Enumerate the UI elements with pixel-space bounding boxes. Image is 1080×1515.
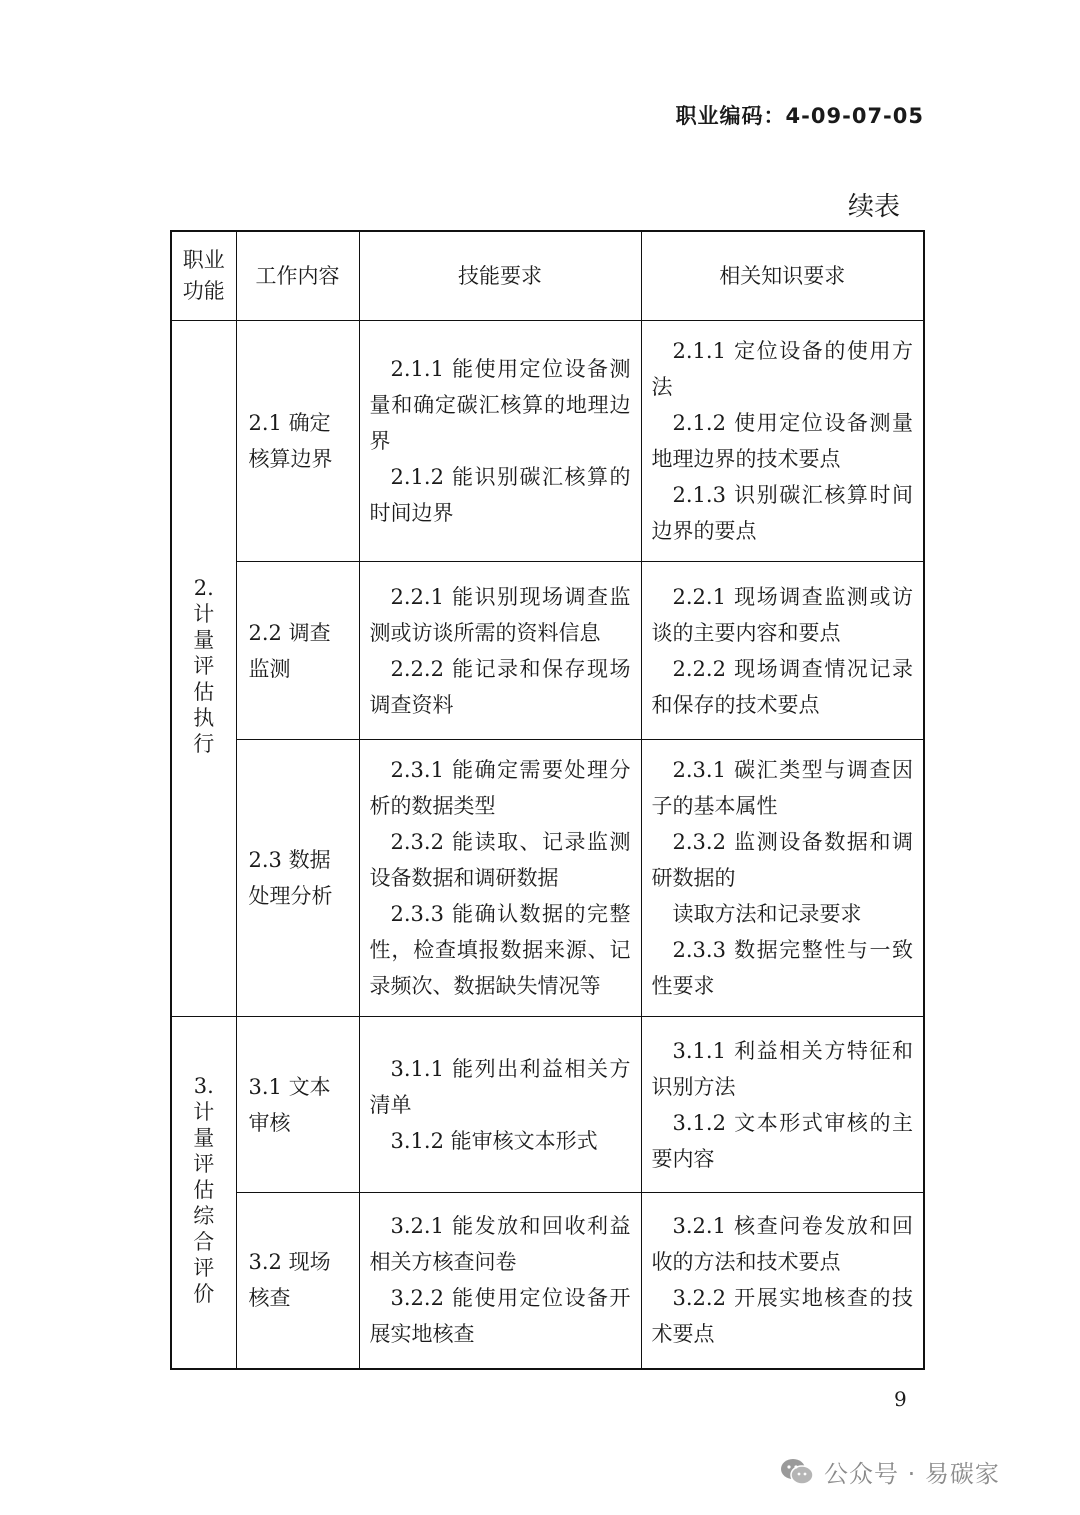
- function-label: 3.计量评估综合评价: [193, 1073, 215, 1306]
- table-header-row: [171, 231, 924, 321]
- function-cell: [171, 321, 236, 1017]
- skills-cell: [359, 740, 641, 1017]
- knowledge-item: 3.2.1 核查问卷发放和回收的方法和技术要点: [651, 1214, 913, 1275]
- knowledge-item: 2.3.1 碳汇类型与调查因子的基本属性: [651, 758, 913, 818]
- knowledge-cell: [641, 321, 924, 562]
- work-content-cell: 3.1 文本审核: [236, 1017, 359, 1193]
- knowledge-item: 2.3.3 数据完整性与一致性要求: [651, 938, 913, 998]
- work-content-cell: 2.1 确定核算边界: [236, 321, 359, 562]
- knowledge-item: 2.2.1 现场调查监测或访谈的主要内容和要点: [651, 584, 913, 645]
- skill-item: 2.3.1 能确定需要处理分析的数据类型: [369, 758, 631, 818]
- table-row: [171, 740, 924, 1017]
- watermark-text: 公众号 · 易碳家: [824, 1460, 1000, 1488]
- knowledge-item: 2.1.2 使用定位设备测量地理边界的技术要点: [651, 411, 913, 471]
- skill-item: 3.1.2 能审核文本形式: [390, 1128, 598, 1153]
- work-content-cell: 2.3 数据处理分析: [236, 740, 359, 1017]
- table-row: [171, 562, 924, 740]
- wechat-icon: [780, 1457, 814, 1487]
- continued-label: 续表: [847, 192, 900, 222]
- knowledge-item: 读取方法和记录要求: [672, 902, 862, 926]
- work-content-cell: 3.2 现场核查: [236, 1193, 359, 1369]
- skills-table: [170, 230, 925, 1370]
- skill-item: 2.3.3 能确认数据的完整性，检查填报数据来源、记录频次、数据缺失情况等: [369, 902, 631, 998]
- table-row: [171, 321, 924, 562]
- skill-item: 3.2.1 能发放和回收利益相关方核查问卷: [369, 1214, 631, 1275]
- knowledge-item: 3.2.2 开展实地核查的技术要点: [651, 1286, 913, 1347]
- knowledge-cell: [641, 1193, 924, 1369]
- work-content-cell: 2.2 调查监测: [236, 562, 359, 740]
- watermark: [780, 1454, 1000, 1489]
- function-cell: [171, 1017, 236, 1369]
- skill-item: 3.1.1 能列出利益相关方清单: [369, 1056, 631, 1117]
- skill-item: 2.1.2 能识别碳汇核算的时间边界: [369, 465, 631, 525]
- skills-cell: [359, 562, 641, 740]
- function-label: 2.计量评估执行: [193, 576, 215, 756]
- skill-item: 2.1.1 能使用定位设备测量和确定碳汇核算的地理边界: [369, 357, 631, 453]
- page-number: 9: [894, 1387, 907, 1411]
- knowledge-item: 3.1.1 利益相关方特征和识别方法: [651, 1038, 913, 1099]
- skill-item: 2.2.1 能识别现场调查监测或访谈所需的资料信息: [369, 584, 631, 645]
- knowledge-item: 2.2.2 现场调查情况记录和保存的技术要点: [651, 656, 913, 717]
- column-header: 工作内容: [236, 231, 359, 321]
- knowledge-item: 2.1.3 识别碳汇核算时间边界的要点: [651, 483, 913, 543]
- table-row: [171, 1193, 924, 1369]
- knowledge-item: 3.1.2 文本形式审核的主要内容: [651, 1110, 913, 1171]
- knowledge-item: 2.3.2 监测设备数据和调研数据的: [651, 830, 913, 890]
- column-header: 相关知识要求: [641, 231, 924, 321]
- skills-cell: [359, 1193, 641, 1369]
- knowledge-cell: [641, 740, 924, 1017]
- column-header: 职业功能: [171, 231, 236, 321]
- knowledge-item: 2.1.1 定位设备的使用方法: [651, 339, 913, 399]
- table-row: [171, 1017, 924, 1193]
- skill-item: 2.2.2 能记录和保存现场调查资料: [369, 656, 631, 717]
- column-header: 技能要求: [359, 231, 641, 321]
- occupation-code: 职业编码：4-09-07-05: [675, 104, 924, 128]
- knowledge-cell: [641, 1017, 924, 1193]
- skills-cell: [359, 1017, 641, 1193]
- skill-item: 3.2.2 能使用定位设备开展实地核查: [369, 1286, 631, 1347]
- skill-item: 2.3.2 能读取、记录监测设备数据和调研数据: [369, 830, 631, 890]
- knowledge-cell: [641, 562, 924, 740]
- skills-cell: [359, 321, 641, 562]
